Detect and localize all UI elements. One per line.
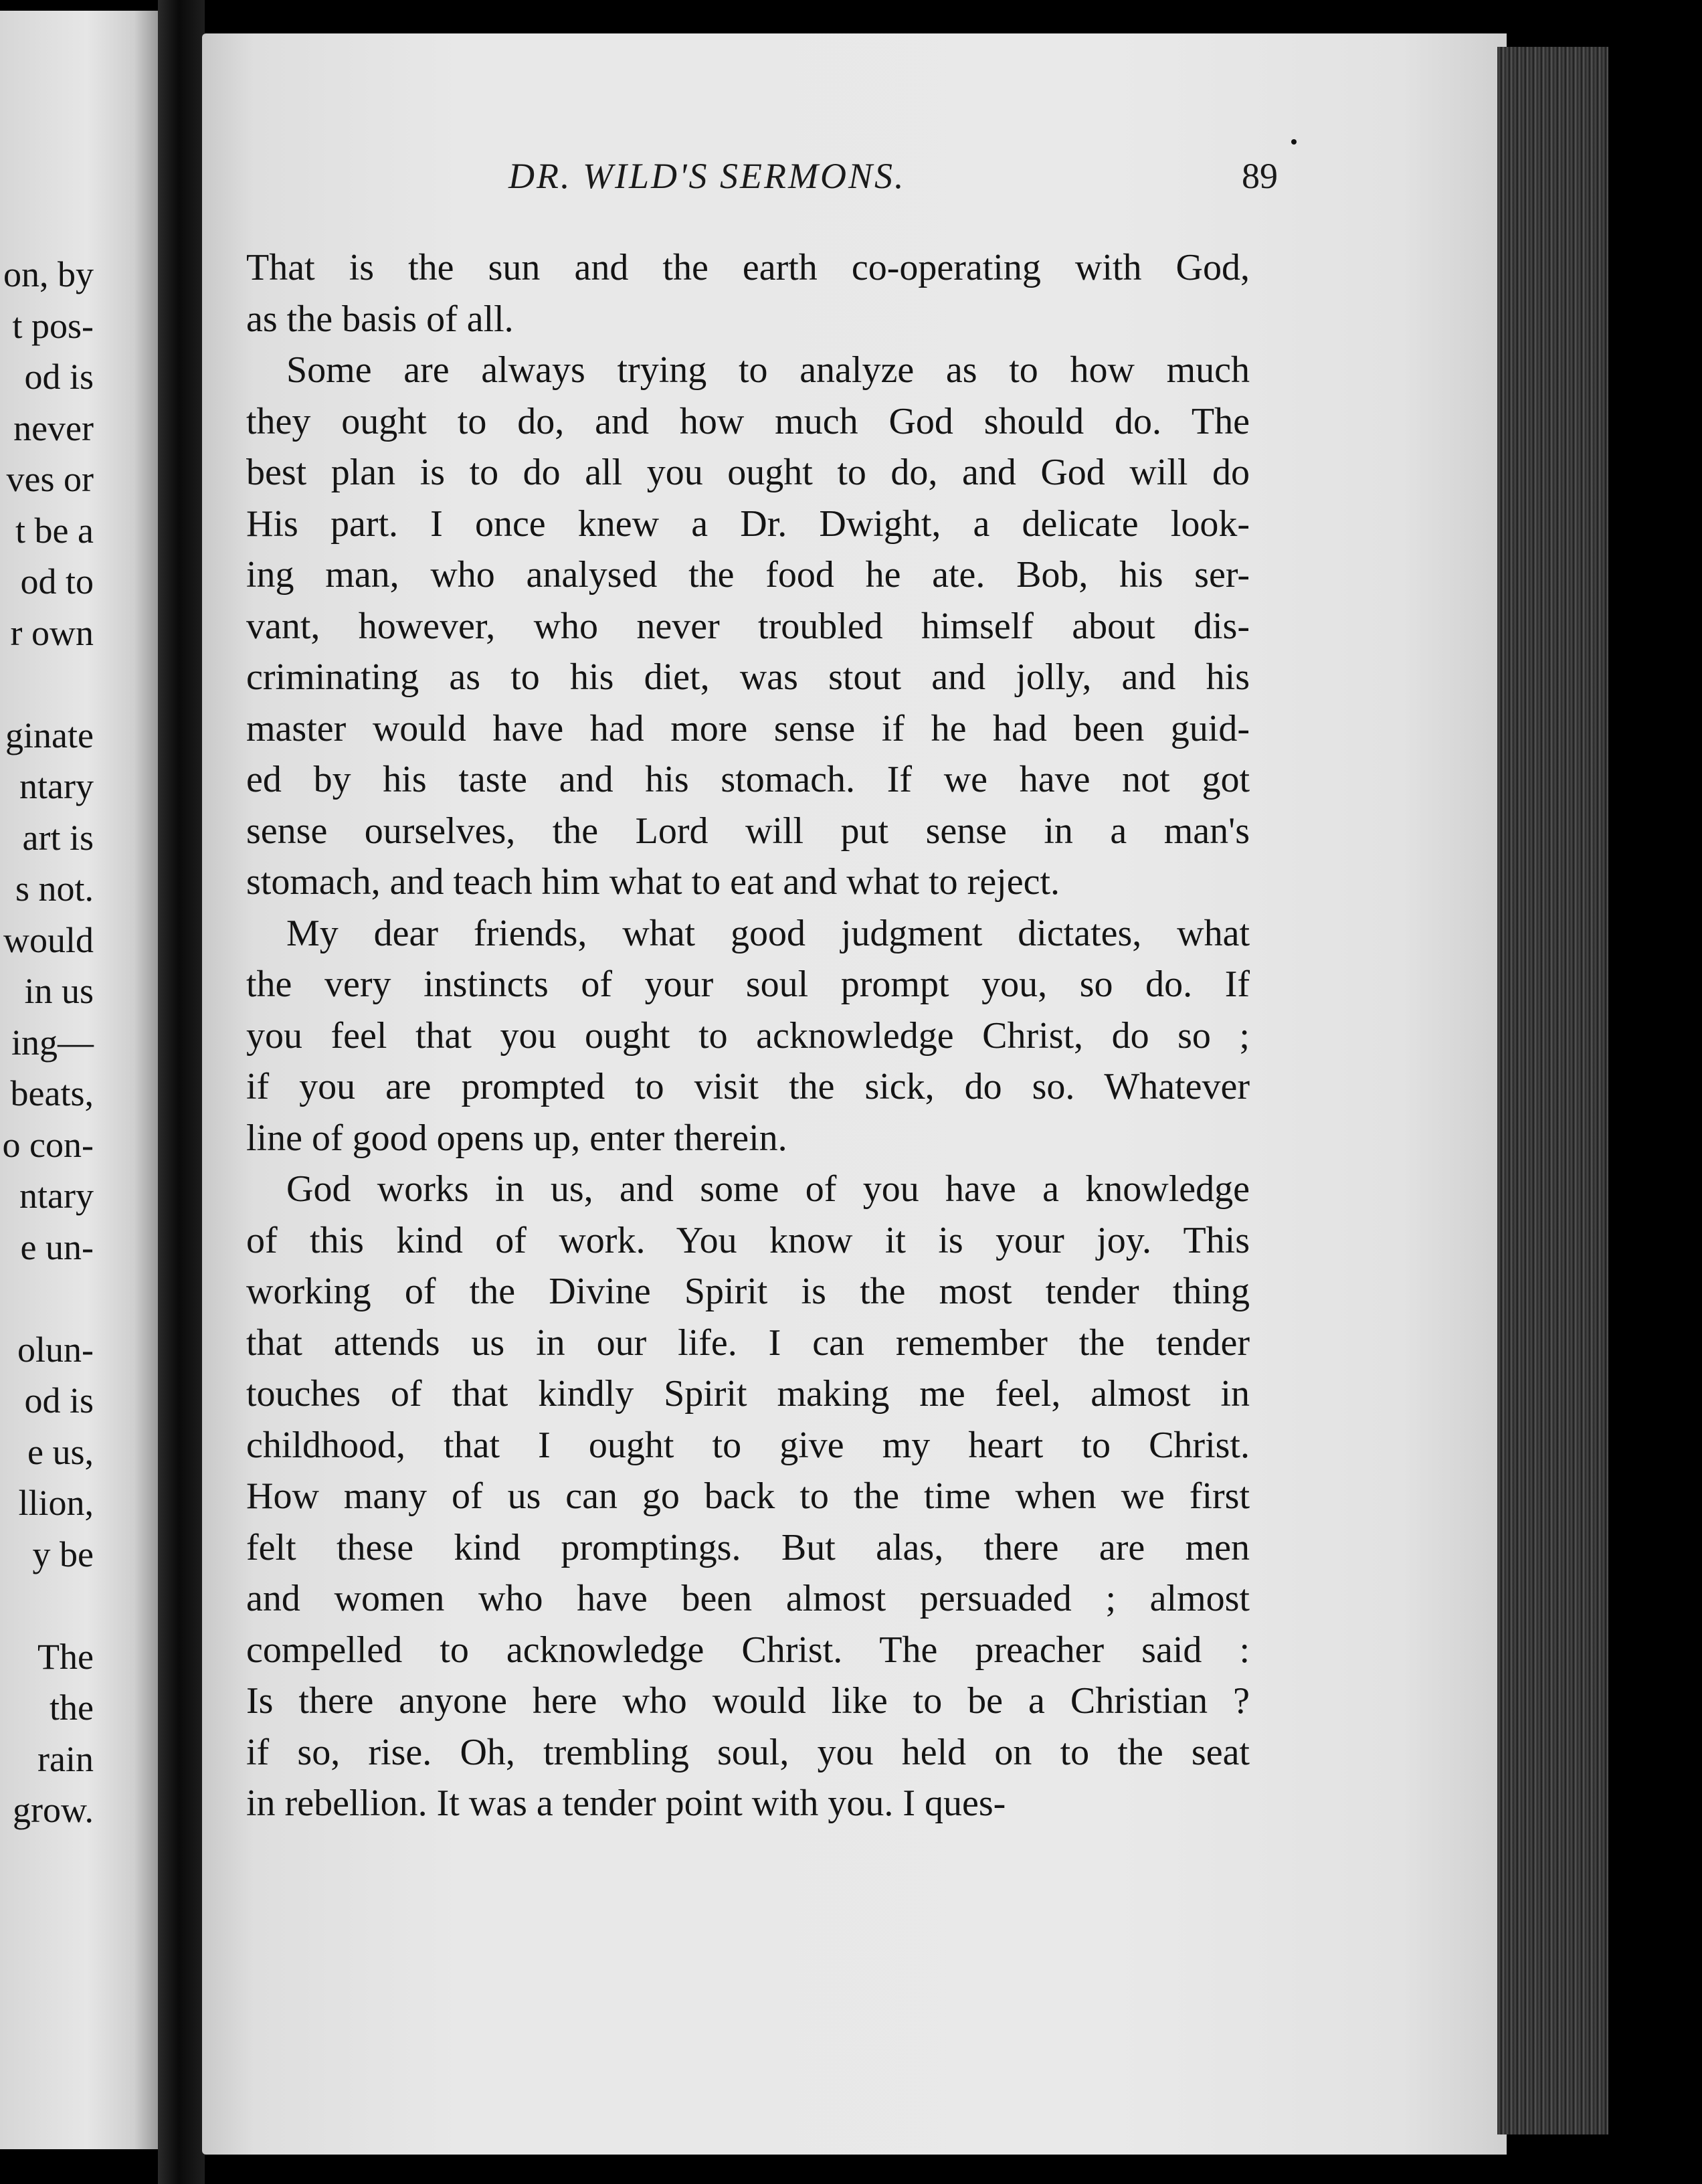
text-line: How many of us can go back to the time when we first: [246, 1475, 1250, 1517]
text-line: best plan is to do all you ought to do, and God will do: [246, 452, 1250, 493]
text-line: and women who have been almost persuaded ; almost: [246, 1578, 1250, 1619]
text-line: if so, rise. Oh, trembling soul, you held on to the seat: [246, 1731, 1250, 1773]
text-line: working of the Divine Spirit is the most tender thing: [246, 1271, 1250, 1312]
text-line: childhood, that I ought to give my heart to Christ.: [246, 1424, 1250, 1466]
text-line: if you are prompted to visit the sick, do so. Whatever: [246, 1066, 1250, 1107]
left-page-line: s not.: [15, 869, 94, 909]
paragraph: [246, 908, 1250, 1164]
left-page-line: od is: [24, 1380, 94, 1421]
left-page-line: ntary: [19, 766, 94, 806]
text-line: line of good opens up, enter therein.: [246, 1117, 787, 1159]
text-line: they ought to do, and how much God should do. The: [246, 400, 1250, 442]
left-page-line: od to: [20, 561, 94, 602]
page-edges: [1497, 47, 1608, 2134]
left-page-line: e us,: [27, 1431, 94, 1472]
text-line: sense ourselves, the Lord will put sense in a man's: [246, 810, 1250, 852]
page-header: [508, 155, 1278, 202]
text-line: Some are always trying to analyze as to how much: [286, 349, 1250, 391]
left-page-line: t be a: [15, 510, 94, 551]
paragraph: [246, 1164, 1250, 1829]
text-line: That is the sun and the earth co-operating with God,: [246, 247, 1250, 288]
text-line: ed by his taste and his stomach. If we have not got: [246, 759, 1250, 800]
page-body: [246, 242, 1250, 1829]
left-page-line: od is: [24, 357, 94, 397]
text-line: the very instincts of your soul prompt you, so do. If: [246, 964, 1250, 1005]
left-page-line: o con-: [2, 1124, 94, 1165]
left-page-line: would: [3, 919, 94, 960]
left-page-line: on, by: [3, 254, 94, 294]
left-page-line: llion,: [18, 1483, 94, 1523]
paragraph: [246, 242, 1250, 345]
text-line: as the basis of all.: [246, 298, 514, 340]
left-page-line: r own: [10, 612, 94, 653]
left-page-line: ginate: [5, 715, 94, 755]
text-line: master would have had more sense if he had been guid-: [246, 707, 1250, 749]
left-page-line: ntary: [19, 1176, 94, 1216]
text-line: that attends us in our life. I can remember the tender: [246, 1322, 1250, 1364]
left-page-line: The: [37, 1636, 94, 1677]
left-page-line: art is: [22, 817, 94, 858]
left-page-line: beats,: [10, 1073, 94, 1113]
text-line: criminating as to his diet, was stout and jolly, and his: [246, 656, 1250, 698]
left-page-line: the: [50, 1688, 94, 1728]
text-line: His part. I once knew a Dr. Dwight, a delicate look-: [246, 503, 1250, 545]
text-line: My dear friends, what good judgment dictates, what: [286, 912, 1250, 954]
ink-speck: [1291, 139, 1297, 145]
left-page-line: ves or: [6, 459, 94, 499]
text-line: touches of that kindly Spirit making me feel, almost in: [246, 1373, 1250, 1415]
text-line: in rebellion. It was a tender point with you. I ques-: [246, 1783, 1006, 1824]
paragraph: [246, 345, 1250, 908]
text-line: you feel that you ought to acknowledge Christ, do so ;: [246, 1014, 1250, 1057]
left-page-line: in us: [24, 971, 94, 1011]
text-line: of this kind of work. You know it is your joy. This: [246, 1219, 1250, 1261]
running-head: DR. WILD'S SERMONS.: [508, 156, 906, 196]
text-line: felt these kind promptings. But alas, there are men: [246, 1526, 1250, 1568]
text-line: compelled to acknowledge Christ. The preacher said :: [246, 1629, 1250, 1671]
left-page-line: grow.: [13, 1790, 94, 1830]
text-line: ing man, who analysed the food he ate. Bob, his ser-: [246, 554, 1250, 596]
left-page-line: y be: [32, 1534, 94, 1574]
page-number: 89: [1242, 156, 1278, 196]
left-page-line: t pos-: [12, 305, 94, 346]
text-line: God works in us, and some of you have a knowledge: [286, 1168, 1250, 1210]
left-page-line: rain: [37, 1738, 94, 1779]
left-facing-page: [0, 11, 158, 2149]
page-edge-shadow: [1608, 0, 1702, 2184]
left-page-line: olun-: [17, 1329, 94, 1370]
left-page-line: e un-: [20, 1226, 94, 1267]
text-line: Is there anyone here who would like to be a Christian ?: [246, 1680, 1250, 1722]
book-gutter: [158, 0, 205, 2184]
left-page-line: ing—: [11, 1022, 94, 1063]
text-line: vant, however, who never troubled himself about dis-: [246, 605, 1250, 647]
text-line: stomach, and teach him what to eat and what to reject.: [246, 861, 1060, 903]
left-page-line: never: [13, 407, 94, 448]
